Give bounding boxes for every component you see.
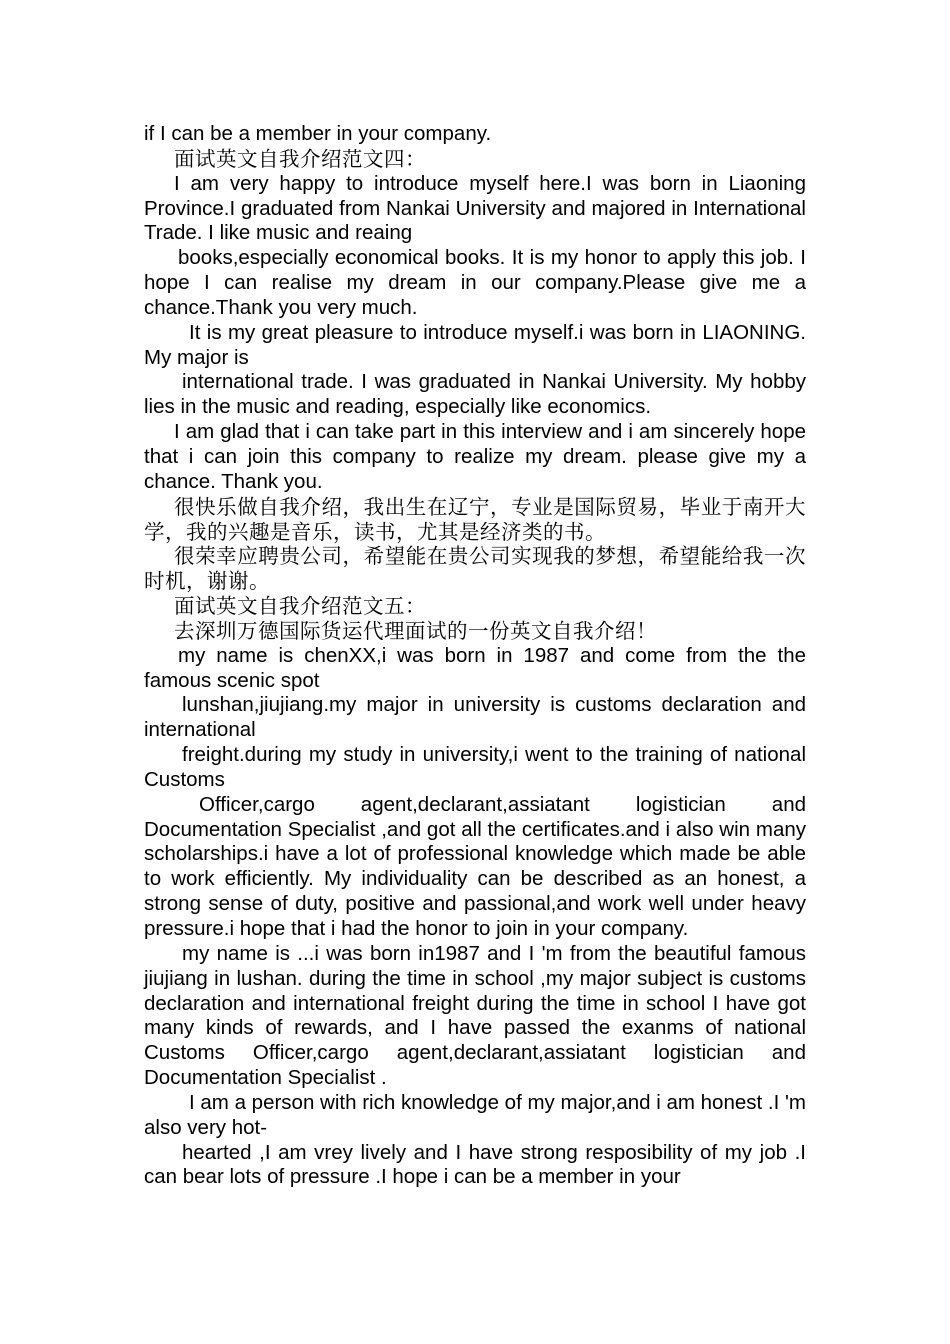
paragraph-glad-interview: I am glad that i can take part in this interview and i am sincerely hope that i can join this company to realize my dream. please give my a chance. Thank you. <box>144 420 806 493</box>
heading-sample-four: 面试英文自我介绍范文四： <box>174 146 426 171</box>
paragraph-hearted-lively: hearted ,I am vrey lively and I have strong resposibility of my job .I can bear lots of pressure .I hope i can be a member in your <box>144 1140 806 1189</box>
document-body <box>144 122 806 1190</box>
paragraph-name-jiujiang: my name is ...i was born in1987 and I 'm from the beautiful famous jiujiang in lushan. during the time in school ,my major subject is customs declaration and international freight during the time in school I have got many kinds of rewards, and I have passed the exanms of national Customs Officer,cargo agent,declarant,assiatant logistician and Documentation Specialist . <box>144 941 806 1090</box>
paragraph-books-honor: books,especially economical books. It is my honor to apply this job. I hope I can realise my dream in our company.Please give me a chance.Thank you very much. <box>144 246 806 319</box>
heading-sample-five: 面试英文自我介绍范文五： <box>174 594 426 619</box>
paragraph-lunshan-major: lunshan,jiujiang.my major in university is customs declaration and international <box>144 693 806 742</box>
paragraph-rich-knowledge: I am a person with rich knowledge of my major,and i am honest .I 'm also very hot- <box>144 1090 806 1139</box>
paragraph-name-chen: my name is chenXX,i was born in 1987 and come from the the famous scenic spot <box>144 643 806 692</box>
paragraph-chinese-honor: 很荣幸应聘贵公司，希望能在贵公司实现我的梦想，希望能给我一次时机，谢谢。 <box>144 544 806 594</box>
paragraph-international-trade: international trade. I was graduated in Nankai University. My hobby lies in the music and reading, especially like economics. <box>144 370 806 419</box>
paragraph-great-pleasure: It is my great pleasure to introduce myself.i was born in LIAONING. My major is <box>144 320 806 369</box>
paragraph-shenzhen-title: 去深圳万德国际货运代理面试的一份英文自我介绍！ <box>174 618 657 643</box>
paragraph-closing-line: if I can be a member in your company. <box>144 122 492 145</box>
paragraph-intro-liaoning: I am very happy to introduce myself here.I was born in Liaoning Province.I graduated from Nankai University and majored in International Trade. I like music and reaing <box>144 171 806 245</box>
paragraph-freight-training: freight.during my study in university,i went to the training of national Customs <box>144 743 806 791</box>
paragraph-officer-certificates: Officer,cargo agent,declarant,assiatant logistician and Documentation Specialist ,and got all the certificates.and i also win many scholarships.i have a lot of professional knowledge which made be able to work efficiently. My individuality can be described as an honest, a strong sense of duty, positive and passional,and work well under heavy pressure.i hope that i had the honor to join in your company. <box>144 792 806 940</box>
paragraph-chinese-intro: 很快乐做自我介绍，我出生在辽宁，专业是国际贸易，毕业于南开大学，我的兴趣是音乐，读书，尤其是经济类的书。 <box>144 494 806 544</box>
